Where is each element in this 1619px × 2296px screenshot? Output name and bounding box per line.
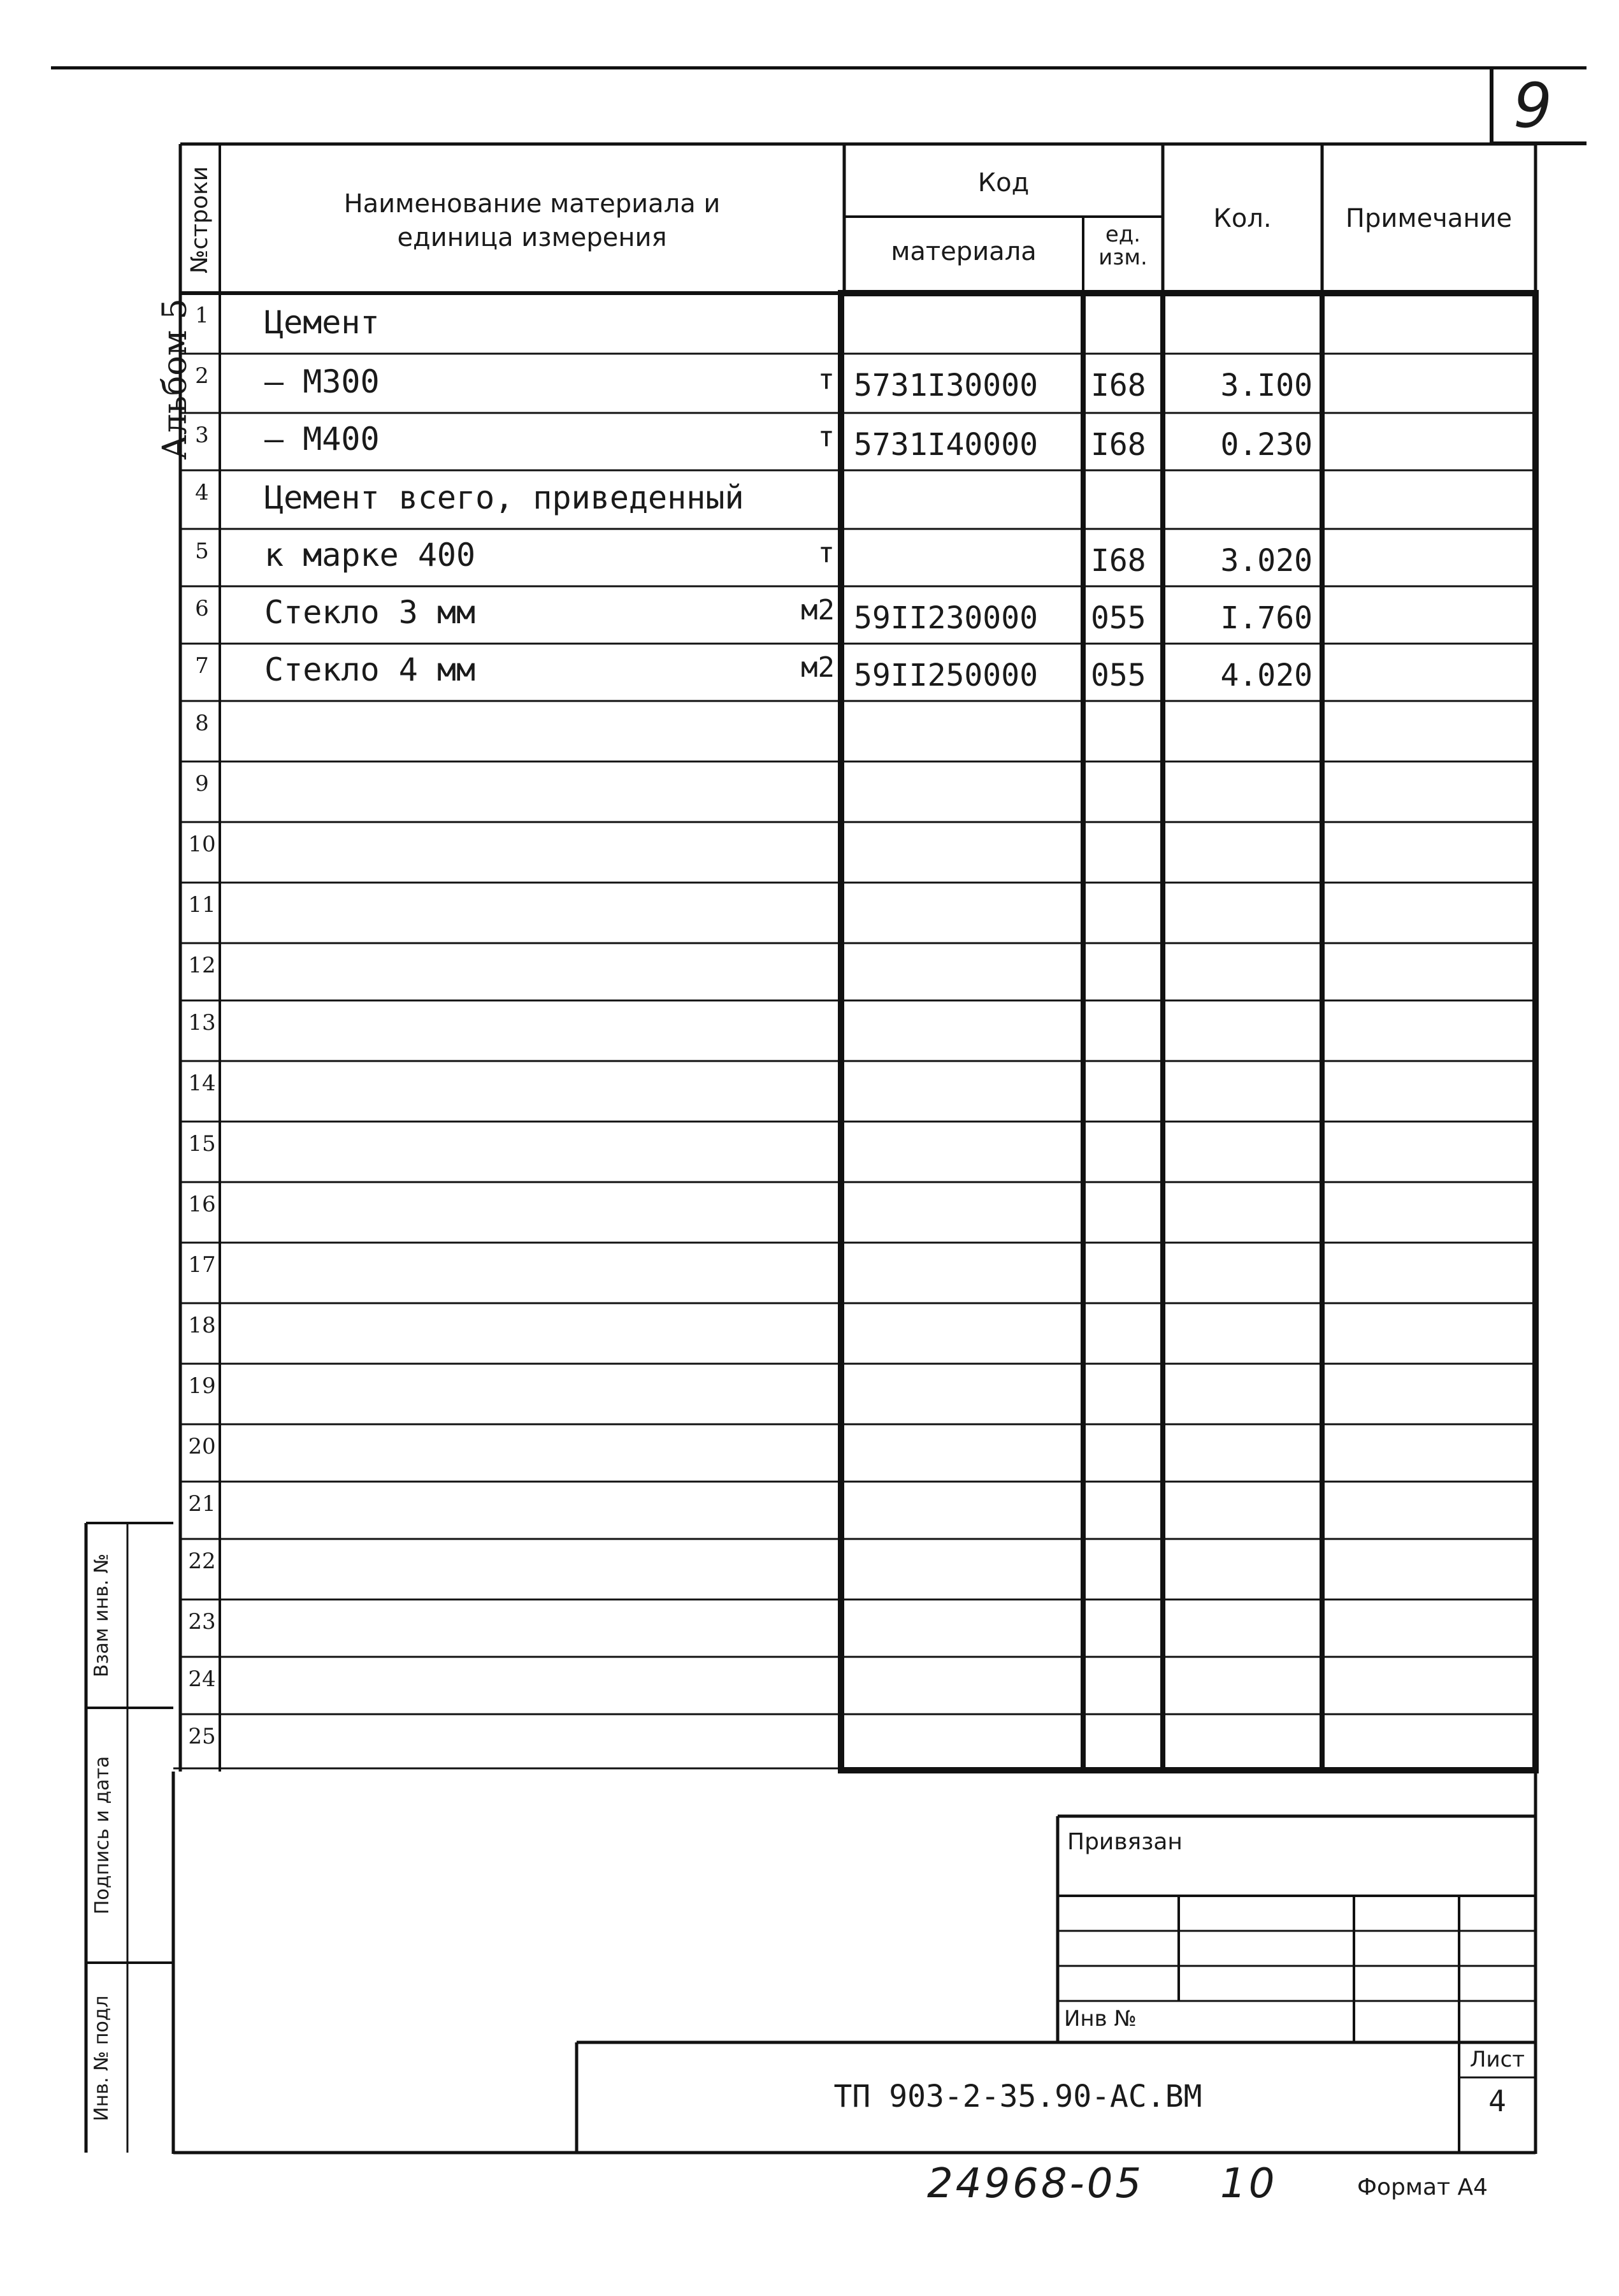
material-name: к марке 400 [264,537,476,574]
quantity: 4.020 [1220,658,1313,693]
row-number: 19 [188,1373,216,1399]
row-number: 17 [188,1252,216,1278]
unit-code: 055 [1091,600,1146,636]
sheet-number: 4 [1488,2084,1506,2118]
row-number: 5 [195,538,209,564]
format-label: Формат А4 [1357,2174,1488,2200]
row-number: 6 [195,596,209,621]
material-code: 59II250000 [854,658,1038,693]
stamp-inv-podl: Инв. № подл [90,1995,113,2121]
row-number: 11 [188,892,216,918]
row-number: 12 [188,953,216,978]
row-number: 20 [188,1434,216,1459]
header-name-line1: Наименование материала и [343,189,721,219]
row-number: 22 [188,1549,216,1574]
row-number: 4 [195,480,209,505]
row-number: 1 [195,303,209,328]
row-number: 25 [188,1724,216,1749]
quantity: 3.I00 [1220,368,1313,403]
name-unit: т [817,363,835,396]
row-number: 24 [188,1666,216,1692]
material-name: – М300 [264,363,380,400]
page-number: 9 [1513,70,1553,141]
album-label: Альбом 5 [156,298,194,460]
unit-code: 055 [1091,658,1146,693]
row-number: 21 [188,1491,216,1517]
row-number: 7 [195,653,209,679]
name-unit: м2 [801,651,835,684]
sheet-label: Лист [1469,2047,1525,2072]
privyazan-label: Привязан [1067,1829,1183,1855]
quantity: 3.020 [1220,543,1313,579]
inv-no-label: Инв № [1064,2006,1137,2032]
name-unit: м2 [801,594,835,626]
name-unit: т [817,421,835,453]
header-qty: Кол. [1213,204,1272,233]
row-number: 13 [188,1010,216,1036]
material-code: 59II230000 [854,600,1038,636]
material-name: Стекло 3 мм [264,594,476,631]
row-number: 9 [195,771,209,797]
header-unit-line1: ед. [1105,222,1141,247]
row-number: 16 [188,1192,216,1217]
header-name-line2: единица измерения [397,223,667,252]
row-number: 10 [188,832,216,857]
header-material: материала [891,237,1037,266]
quantity: 0.230 [1220,427,1313,463]
stamp-vzam-inv: Взам инв. № [90,1553,113,1678]
row-number: 23 [188,1609,216,1635]
stamp-podpis-data: Подпись и дата [91,1756,113,1915]
header-row-no: №строки [187,166,213,274]
row-number: 8 [195,711,209,736]
unit-code: I68 [1091,427,1146,463]
row-number: 2 [195,363,209,389]
unit-code: I68 [1091,368,1146,403]
unit-code: I68 [1091,543,1146,579]
quantity: I.760 [1220,600,1313,636]
material-code: 5731I40000 [854,427,1038,463]
material-code: 5731I30000 [854,368,1038,403]
header-code: Код [977,168,1030,198]
row-number: 18 [188,1313,216,1338]
material-name: Стекло 4 мм [264,651,476,688]
name-unit: т [817,537,835,569]
header-unit-line2: изм. [1098,245,1148,270]
row-number: 15 [188,1131,216,1157]
header-note: Примечание [1345,204,1513,233]
document-code: ТП 903-2-35.90-АС.ВМ [833,2079,1202,2114]
material-name: Цемент всего, приведенный [264,479,744,516]
row-number: 14 [188,1071,216,1096]
material-name: Цемент [264,304,380,341]
material-name: – М400 [264,421,380,458]
archive-stamp-code: 24968-05 [927,2160,1144,2207]
archive-stamp-page: 10 [1220,2160,1277,2207]
row-number: 3 [195,422,209,448]
